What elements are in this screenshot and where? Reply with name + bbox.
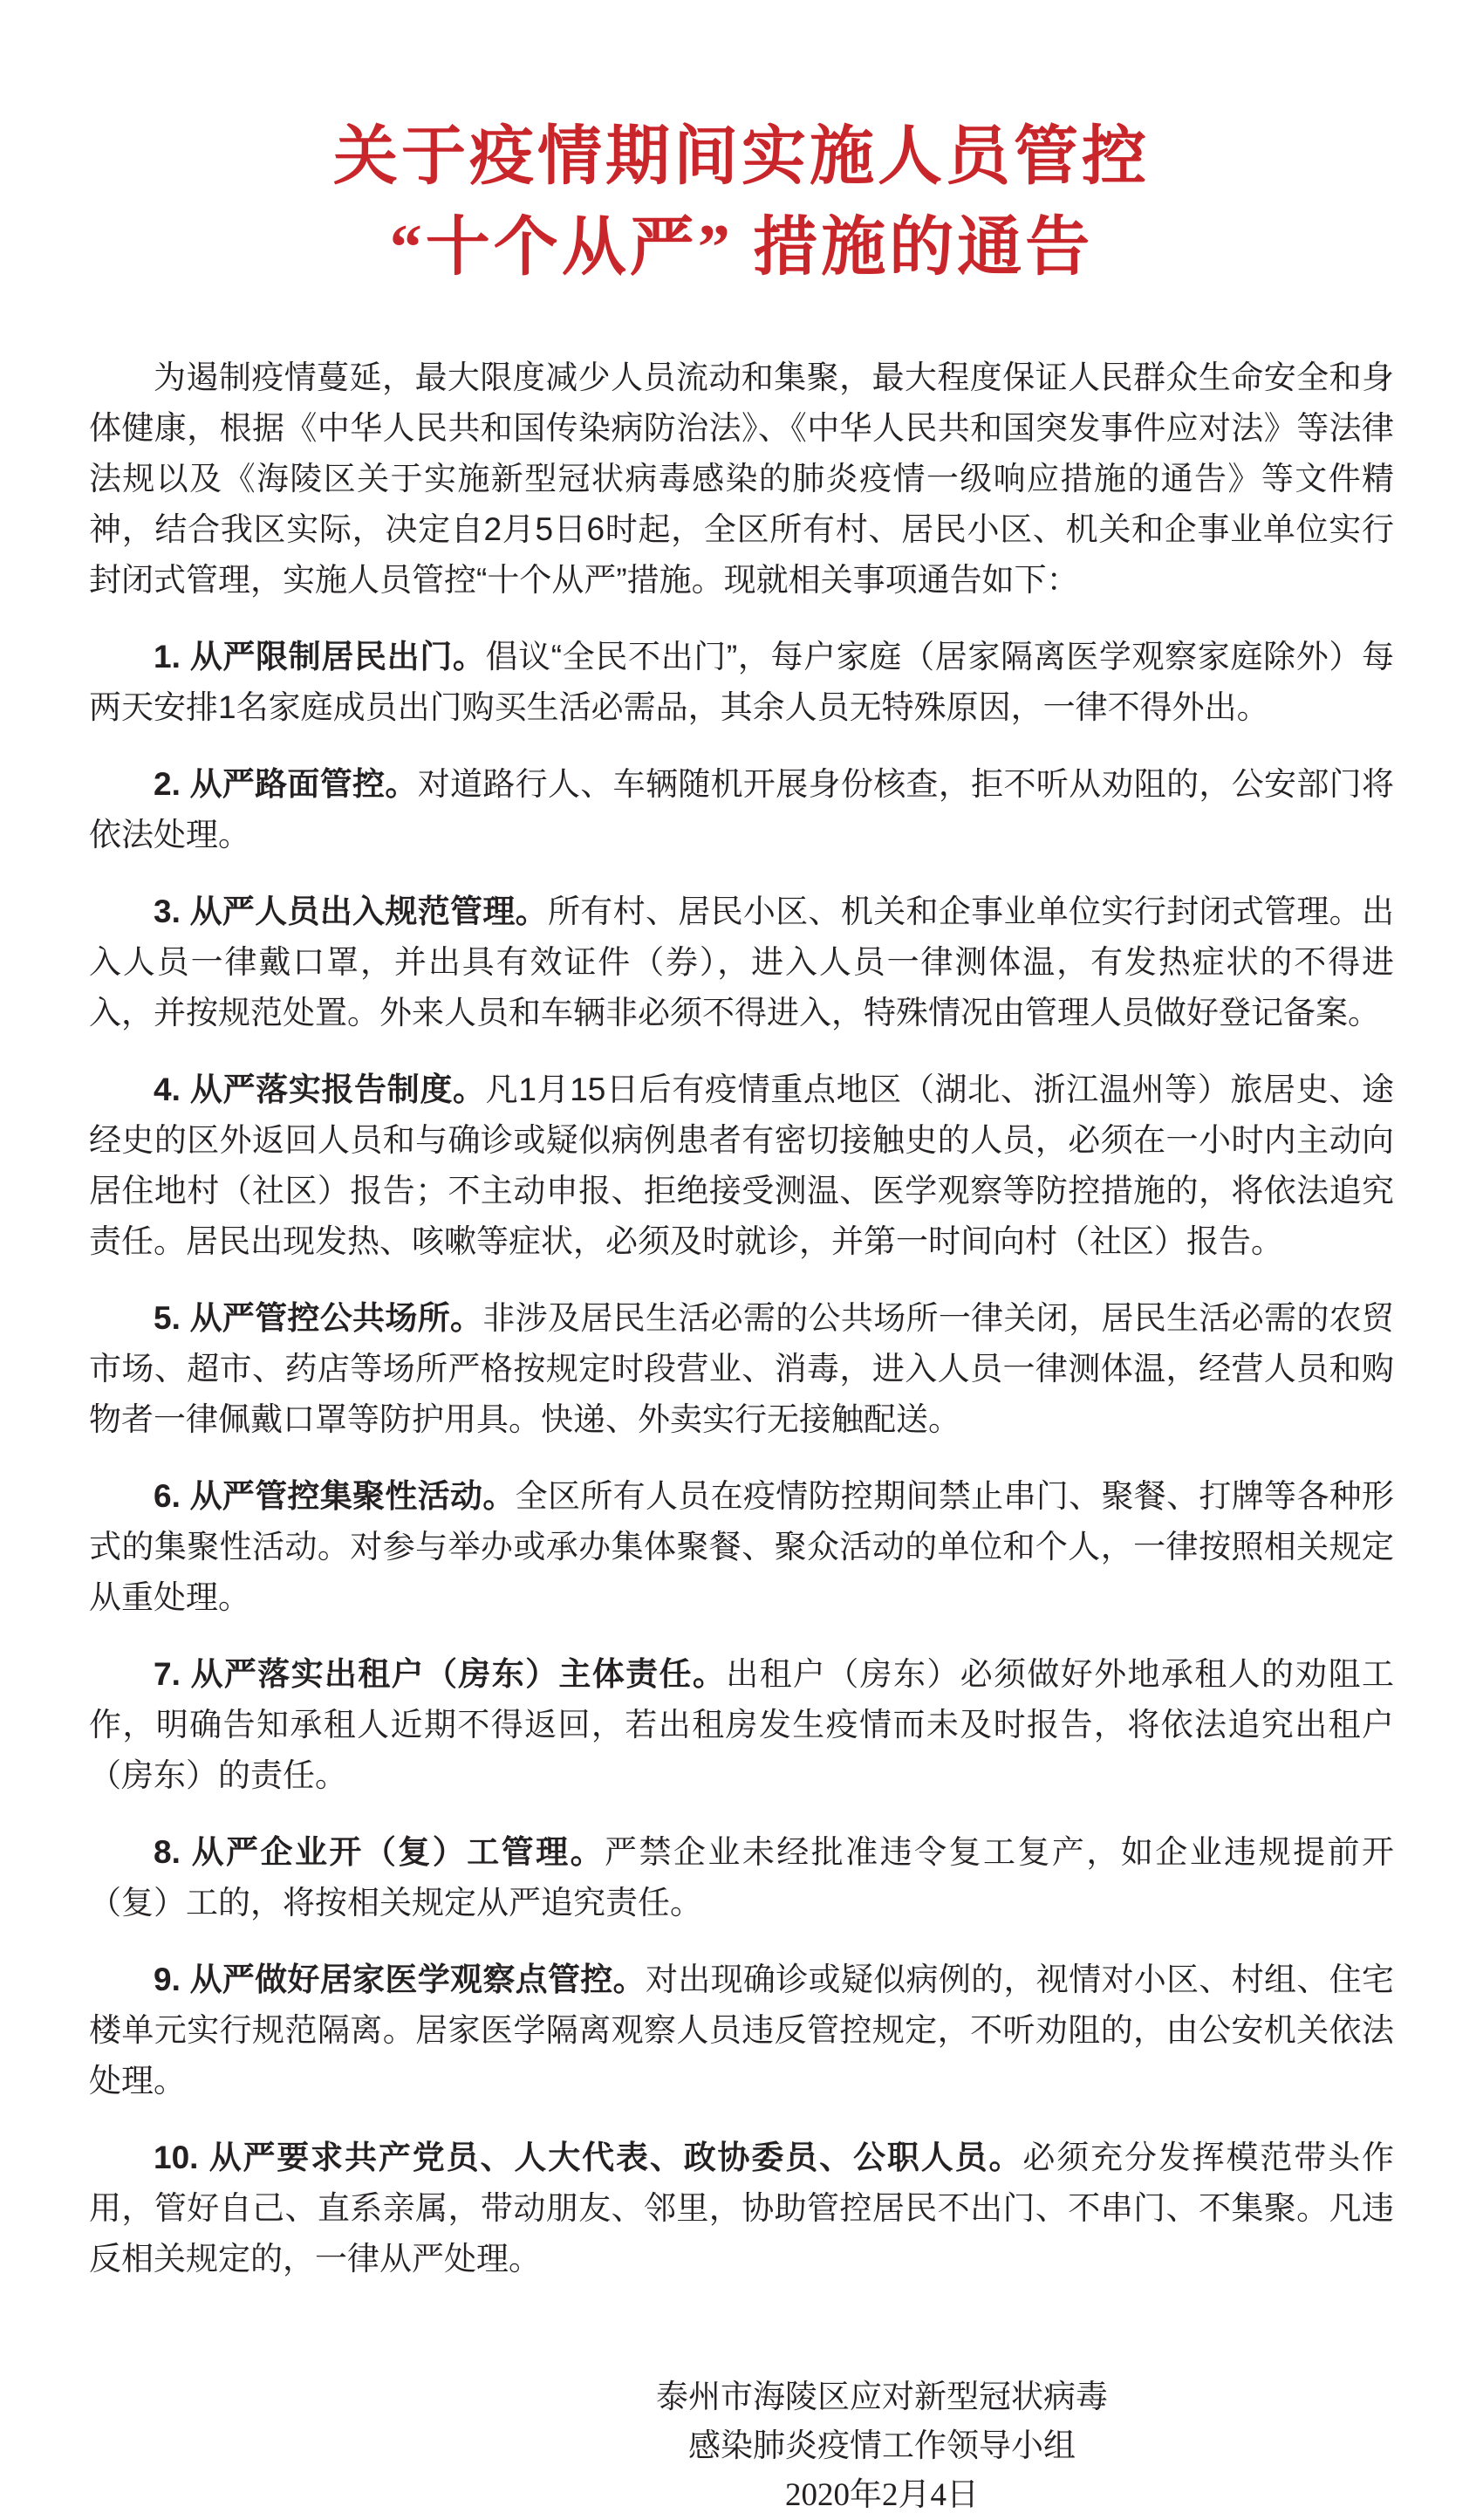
notice-title-line2: “十个从严” 措施的通告 [389, 212, 1094, 284]
notice-item-2 [89, 759, 1394, 860]
notice-item-6 [89, 1471, 1394, 1623]
item-text: 严禁企业未经批准违令复工复产，如企业违规提前开（复）工的，将按相关规定从严追究责任。 [89, 1834, 1394, 1921]
item-text: 非涉及居民生活必需的公共场所一律关闭，居民生活必需的农贸市场、超市、药店等场所严格按规定时段营业、消毒，进入人员一律测体温，经营人员和购物者一律佩戴口罩等防护用具。快递、外卖实行无接触配送。 [89, 1300, 1394, 1437]
item-heading: 4. 从严落实报告制度。 [154, 1072, 486, 1107]
notice-item-4 [89, 1065, 1394, 1267]
notice-item-9 [89, 1955, 1394, 2106]
item-text: 所有村、居民小区、机关和企事业单位实行封闭式管理。出入人员一律戴口罩，并出具有效证件（券），进入人员一律测体温，有发热症状的不得进入，并按规范处置。外来人员和车辆非必须不得进入，特殊情况由管理人员做好登记备案。 [89, 894, 1394, 1031]
notice-item-5 [89, 1293, 1394, 1445]
notice-item-7 [89, 1649, 1394, 1801]
item-heading: 2. 从严路面管控。 [154, 766, 418, 802]
item-heading: 8. 从严企业开（复）工管理。 [154, 1834, 605, 1870]
notice-item-8 [89, 1827, 1394, 1928]
item-text: 全区所有人员在疫情防控期间禁止串门、聚餐、打牌等各种形式的集聚性活动。对参与举办或承办集体聚餐、聚众活动的单位和个人，一律按照相关规定从重处理。 [89, 1478, 1395, 1615]
item-text: 倡议“全民不出门”，每户家庭（居家隔离医学观察家庭除外）每两天安排1名家庭成员出门购买生活必需品，其余人员无特殊原因，一律不得外出。 [89, 639, 1394, 725]
item-text: 凡1月15日后有疫情重点地区（湖北、浙江温州等）旅居史、途经史的区外返回人员和与确诊或疑似病例患者有密切接触史的人员，必须在一小时内主动向居住地村（社区）报告；不主动申报、拒绝接受测温、医学观察等防控措施的，将依法追究责任。居民出现发热、咳嗽等症状，必须及时就诊，并第一时间向村（社区）报告。 [89, 1072, 1395, 1259]
item-text: 对出现确诊或疑似病例的，视情对小区、村组、住宅楼单元实行规范隔离。居家医学隔离观察人员违反管控规定，不听劝阻的，由公安机关依法处理。 [89, 1962, 1395, 2099]
item-text: 出租户（房东）必须做好外地承租人的劝阻工作，明确告知承租人近期不得返回，若出租房发生疫情而未及时报告，将依法追究出租户（房东）的责任。 [89, 1656, 1395, 1793]
notice-item-3 [89, 887, 1394, 1038]
notice-item-1 [89, 632, 1394, 733]
notice-title-line1: 关于疫情期间实施人员管控 [333, 121, 1150, 193]
item-heading: 3. 从严人员出入规范管理。 [154, 894, 548, 929]
signature-org-line2: 感染肺炎疫情工作领导小组 [688, 2428, 1076, 2464]
signature-org-line1: 泰州市海陵区应对新型冠状病毒 [656, 2380, 1108, 2415]
notice-item-10 [89, 2133, 1394, 2284]
item-heading: 5. 从严管控公共场所。 [154, 1300, 483, 1336]
signature-date: 2020年2月4日 [785, 2477, 979, 2513]
item-heading: 9. 从严做好居家医学观察点管控。 [154, 1962, 646, 1997]
signature-block [656, 2373, 1108, 2520]
item-text: 对道路行人、车辆随机开展身份核查，拒不听从劝阻的，公安部门将依法处理。 [89, 766, 1394, 853]
item-heading: 6. 从严管控集聚性活动。 [154, 1478, 516, 1514]
item-heading: 7. 从严落实出租户（房东）主体责任。 [154, 1656, 727, 1692]
notice-title [89, 112, 1394, 293]
intro-paragraph: 为遏制疫情蔓延，最大限度减少人员流动和集聚，最大程度保证人民群众生命安全和身体健康，根据《中华人民共和国传染病防治法》、《中华人民共和国突发事件应对法》等法律法规以及《海陵区关于实施新型冠状病毒感染的肺炎疫情一级响应措施的通告》等文件精神，结合我区实际，决定自2月5日6时起，全区所有村、居民小区、机关和企事业单位实行封闭式管理，实施人员管控“十个从严”措施。现就相关事项通告如下： [89, 360, 1394, 598]
item-text: 必须充分发挥模范带头作用，管好自己、直系亲属，带动朋友、邻里，协助管控居民不出门、不串门、不集聚。凡违反相关规定的，一律从严处理。 [89, 2140, 1394, 2277]
item-heading: 1. 从严限制居民出门。 [154, 639, 486, 675]
item-heading: 10. 从严要求共产党员、人大代表、政协委员、公职人员。 [154, 2140, 1023, 2175]
notice-body [89, 353, 1394, 2284]
